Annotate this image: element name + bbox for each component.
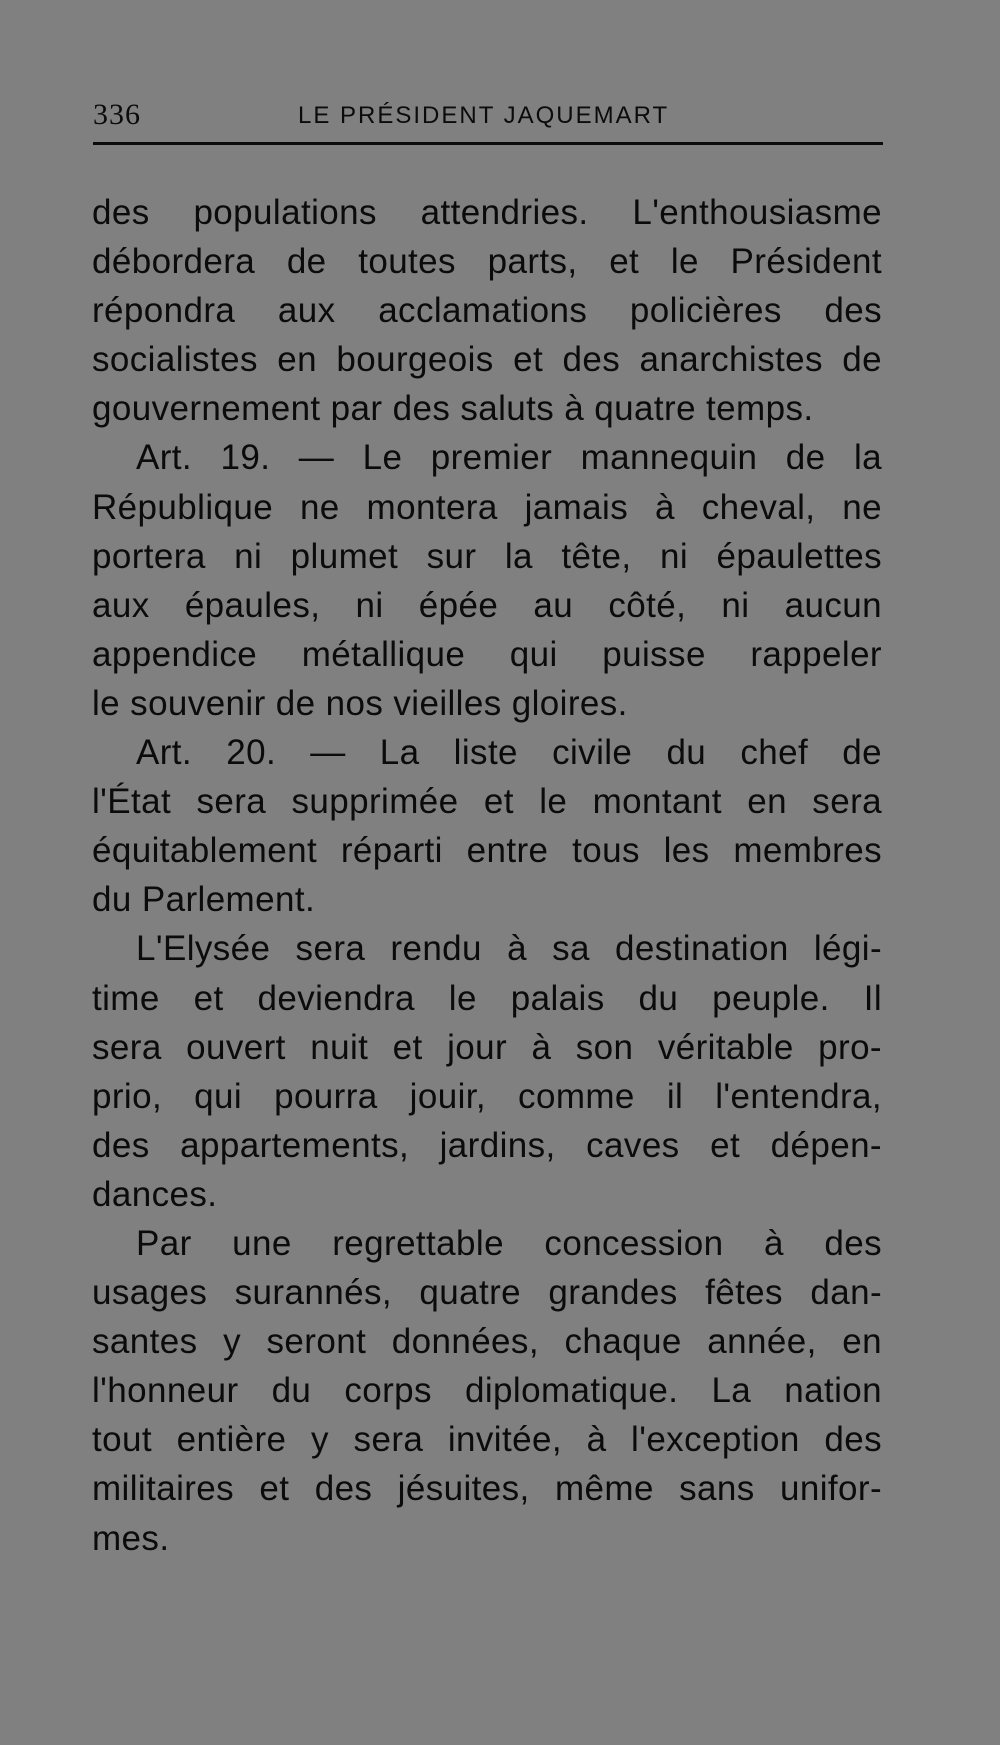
text-line: sera ouvert nuit et jour à son véritable pro- — [92, 1027, 882, 1067]
text-line: time et deviendra le palais du peuple. Il — [92, 978, 882, 1018]
text-line: République ne montera jamais à cheval, ne — [92, 487, 882, 527]
book-title: LE PRÉSIDENT JAQUEMART — [298, 102, 670, 129]
text-line: militaires et des jésuites, même sans unifor- — [92, 1469, 882, 1509]
text-line: gouvernement par des saluts à quatre temps. — [92, 389, 814, 429]
text-line: répondra aux acclamations policières des — [92, 291, 882, 331]
text-line: L'Elysée sera rendu à sa destination légi- — [136, 929, 882, 969]
text-line: le souvenir de nos vieilles gloires. — [92, 683, 628, 723]
text-line: usages surannés, quatre grandes fêtes dan- — [92, 1273, 882, 1313]
running-head — [93, 98, 883, 134]
body-text — [92, 188, 882, 1563]
text-line: socialistes en bourgeois et des anarchistes de — [92, 340, 882, 380]
text-line: débordera de toutes parts, et le Président — [92, 242, 882, 282]
text-line: dances. — [92, 1174, 218, 1214]
page-number: 336 — [93, 98, 141, 131]
text-line: du Parlement. — [92, 880, 316, 920]
text-line: Art. 20. — La liste civile du chef de — [136, 733, 882, 773]
text-line: Par une regrettable concession à des — [136, 1223, 882, 1263]
text-line: l'honneur du corps diplomatique. La nation — [92, 1371, 882, 1411]
text-line: appendice métallique qui puisse rappeler — [92, 634, 882, 674]
text-line: portera ni plumet sur la tête, ni épaulettes — [92, 536, 882, 576]
text-line: aux épaules, ni épée au côté, ni aucun — [92, 585, 882, 625]
text-line: santes y seront données, chaque année, en — [92, 1322, 882, 1362]
text-line: des populations attendries. L'enthousiasme — [92, 193, 882, 232]
text-line: Art. 19. — Le premier mannequin de la — [136, 438, 882, 478]
text-line: prio, qui pourra jouir, comme il l'entendra, — [92, 1076, 882, 1116]
text-line: mes. — [92, 1518, 170, 1558]
text-line: équitablement réparti entre tous les membres — [92, 831, 882, 871]
text-line: tout entière y sera invitée, à l'exception des — [92, 1420, 882, 1460]
text-line: des appartements, jardins, caves et dépen- — [92, 1125, 882, 1165]
text-line: l'État sera supprimée et le montant en sera — [92, 782, 882, 822]
header-rule — [93, 142, 883, 145]
